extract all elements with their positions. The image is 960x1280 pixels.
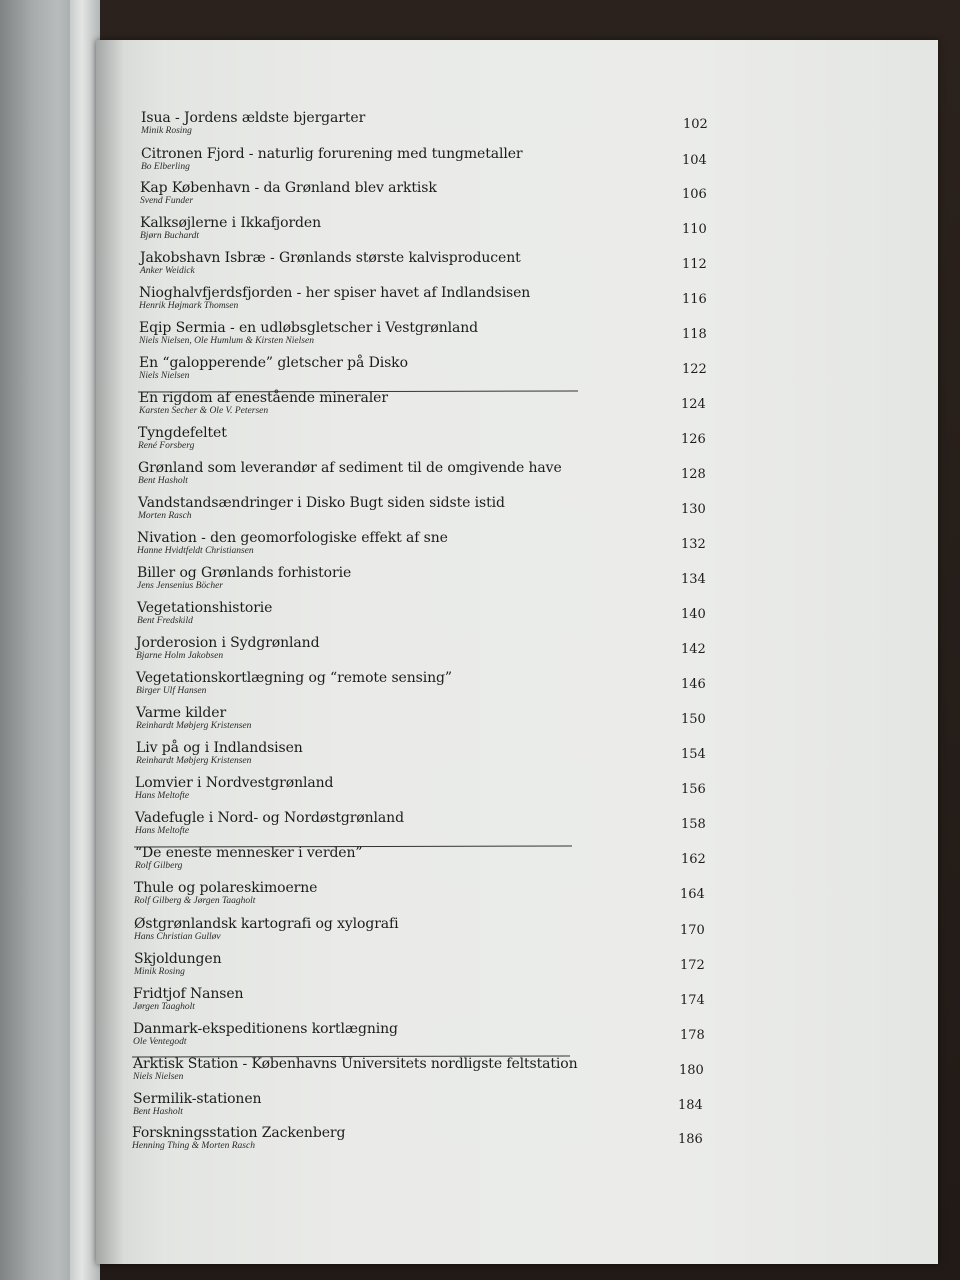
toc-entry-author: Hans Christian Gulløv xyxy=(134,932,221,942)
toc-entry-title: Kap København - da Grønland blev arktisk xyxy=(140,180,437,196)
toc-entry-page-number: 146 xyxy=(681,677,706,692)
toc-entry xyxy=(96,670,938,704)
toc-entry-page-number: 112 xyxy=(682,257,707,272)
toc-entry-title: Forskningsstation Zackenberg xyxy=(132,1125,346,1141)
toc-entry-page-number: 122 xyxy=(682,362,707,377)
toc-entry-author: Ole Ventegodt xyxy=(133,1037,187,1047)
toc-entry-title: Nioghalvfjerdsfjorden - her spiser havet af Indlandsisen xyxy=(139,285,531,301)
toc-entry-author: Morten Rasch xyxy=(138,511,192,521)
toc-entry xyxy=(96,110,938,144)
toc-entry xyxy=(96,146,938,180)
toc-entry-author: Minik Rosing xyxy=(134,967,185,977)
toc-entry-page-number: 164 xyxy=(680,887,705,902)
toc-entry xyxy=(96,600,938,634)
toc-entry xyxy=(96,810,938,844)
toc-entry-author: Minik Rosing xyxy=(141,126,192,136)
toc-entry xyxy=(96,1091,938,1125)
book-page xyxy=(96,40,938,1264)
toc-entry-title: Jakobshavn Isbræ - Grønlands største kalvisproducent xyxy=(140,250,521,266)
toc-entry-author: Jens Jensenius Böcher xyxy=(137,581,223,591)
toc-entry xyxy=(96,986,938,1020)
toc-entry-title: En “galopperende” gletscher på Disko xyxy=(139,355,408,371)
toc-entry-author: Reinhardt Møbjerg Kristensen xyxy=(136,721,252,731)
toc-entry-author: Henrik Højmark Thomsen xyxy=(139,301,239,311)
toc-entry xyxy=(96,390,938,424)
toc-entry-author: Karsten Secher & Ole V. Petersen xyxy=(139,406,269,416)
toc-entry-title: Kalksøjlerne i Ikkafjorden xyxy=(140,215,322,231)
toc-entry xyxy=(96,1056,938,1090)
toc-entry-title: Lomvier i Nordvestgrønland xyxy=(135,775,334,791)
toc-entry-page-number: 134 xyxy=(681,572,706,587)
toc-entry-title: Østgrønlandsk kartografi og xylografi xyxy=(134,916,399,932)
toc-entry xyxy=(96,565,938,599)
toc-entry xyxy=(96,460,938,494)
toc-entry-author: René Forsberg xyxy=(138,441,195,451)
toc-entry-title: Danmark-ekspeditionens kortlægning xyxy=(133,1021,398,1037)
toc-entry xyxy=(96,355,938,389)
toc-entry-author: Bjørn Buchardt xyxy=(140,231,200,241)
toc-entry-page-number: 186 xyxy=(678,1132,703,1147)
toc-entry-page-number: 178 xyxy=(680,1028,705,1043)
toc-entry-author: Hans Meltofte xyxy=(135,826,190,836)
toc-entry xyxy=(96,635,938,669)
toc-entry-author: Bent Hasholt xyxy=(133,1107,183,1117)
toc-entry-page-number: 180 xyxy=(679,1063,704,1078)
toc-entry-title: Fridtjof Nansen xyxy=(133,986,244,1002)
toc-entry-author: Niels Nielsen xyxy=(139,371,190,381)
toc-entry-page-number: 170 xyxy=(680,923,705,938)
toc-entry-title: “De eneste mennesker i verden” xyxy=(135,845,363,861)
toc-entry-author: Bent Hasholt xyxy=(138,476,188,486)
toc-entry xyxy=(96,285,938,319)
toc-entry-title: Eqip Sermia - en udløbsgletscher i Vestgrønland xyxy=(139,320,479,336)
toc-entry-title: Biller og Grønlands forhistorie xyxy=(137,565,352,581)
toc-entry xyxy=(96,1125,938,1159)
toc-entry-title: Varme kilder xyxy=(136,705,227,721)
toc-entry-page-number: 140 xyxy=(681,607,706,622)
toc-entry-title: Grønland som leverandør af sediment til de omgivende have xyxy=(138,460,562,476)
toc-entry-page-number: 118 xyxy=(682,327,707,342)
toc-entry-page-number: 172 xyxy=(680,958,705,973)
toc-entry-title: Sermilik-stationen xyxy=(133,1091,262,1107)
toc-entry-title: Citronen Fjord - naturlig forurening med tungmetaller xyxy=(141,146,523,162)
toc-entry-page-number: 150 xyxy=(681,712,706,727)
toc-entry xyxy=(96,320,938,354)
toc-entry-page-number: 102 xyxy=(683,117,708,132)
toc-entry-author: Hans Meltofte xyxy=(135,791,190,801)
toc-entry-page-number: 184 xyxy=(678,1098,703,1113)
toc-entry-author: Rolf Gilberg xyxy=(135,861,183,871)
toc-entry-title: Thule og polareskimoerne xyxy=(134,880,318,896)
toc-entry-page-number: 116 xyxy=(682,292,707,307)
toc-entry xyxy=(96,530,938,564)
toc-entry-title: Vadefugle i Nord- og Nordøstgrønland xyxy=(135,810,404,826)
toc-entry-page-number: 110 xyxy=(682,222,707,237)
toc-entry-author: Bjarne Holm Jakobsen xyxy=(136,651,224,661)
toc-entry-page-number: 142 xyxy=(681,642,706,657)
toc-entry-page-number: 126 xyxy=(681,432,706,447)
toc-entry xyxy=(96,916,938,950)
toc-entry xyxy=(96,180,938,214)
toc-entry xyxy=(96,705,938,739)
toc-entry-author: Rolf Gilberg & Jørgen Taagholt xyxy=(134,896,256,906)
toc-entry-page-number: 154 xyxy=(681,747,706,762)
toc-entry-page-number: 106 xyxy=(682,187,707,202)
toc-entry-title: Vandstandsændringer i Disko Bugt siden sidste istid xyxy=(138,495,505,511)
toc-entry-author: Bent Fredskild xyxy=(137,616,193,626)
toc-entry xyxy=(96,215,938,249)
toc-entry xyxy=(96,775,938,809)
toc-entry-author: Svend Funder xyxy=(140,196,194,206)
toc-entry-author: Bo Elberling xyxy=(141,162,190,172)
toc-entry-title: Nivation - den geomorfologiske effekt af sne xyxy=(137,530,448,546)
toc-entry-author: Jørgen Taagholt xyxy=(133,1002,195,1012)
toc-entry xyxy=(96,740,938,774)
toc-entry-author: Anker Weidick xyxy=(140,266,195,276)
toc-entry-author: Birger Ulf Hansen xyxy=(136,686,207,696)
toc-entry xyxy=(96,425,938,459)
toc-entry-page-number: 130 xyxy=(681,502,706,517)
toc-entry-page-number: 156 xyxy=(681,782,706,797)
toc-entry xyxy=(96,880,938,914)
toc-entry-page-number: 128 xyxy=(681,467,706,482)
toc-entry-title: Tyngdefeltet xyxy=(138,425,227,441)
toc-entry-title: Isua - Jordens ældste bjergarter xyxy=(141,110,366,126)
toc-entry-title: Jorderosion i Sydgrønland xyxy=(136,635,320,651)
toc-entry xyxy=(96,1021,938,1055)
toc-entry xyxy=(96,845,938,879)
toc-entry xyxy=(96,951,938,985)
toc-entry-author: Hanne Hvidtfeldt Christiansen xyxy=(137,546,254,556)
toc-entry-page-number: 174 xyxy=(680,993,705,1008)
toc-entry-page-number: 104 xyxy=(682,153,707,168)
toc-entry-title: Vegetationshistorie xyxy=(137,600,273,616)
toc-entry-author: Henning Thing & Morten Rasch xyxy=(132,1141,255,1151)
toc-entry-page-number: 124 xyxy=(681,397,706,412)
toc-entry-author: Reinhardt Møbjerg Kristensen xyxy=(136,756,252,766)
table-of-contents xyxy=(96,40,938,1264)
toc-entry-author: Niels Nielsen xyxy=(133,1072,184,1082)
toc-entry xyxy=(96,495,938,529)
toc-entry-title: Vegetationskortlægning og “remote sensing” xyxy=(136,670,452,686)
toc-entry-page-number: 158 xyxy=(681,817,706,832)
toc-entry-page-number: 132 xyxy=(681,537,706,552)
toc-entry-title: En rigdom af enestående mineraler xyxy=(139,390,388,406)
toc-entry xyxy=(96,250,938,284)
toc-entry-title: Arktisk Station - Københavns Universitets nordligste feltstation xyxy=(133,1056,578,1072)
toc-entry-title: Liv på og i Indlandsisen xyxy=(136,740,303,756)
toc-entry-author: Niels Nielsen, Ole Humlum & Kirsten Nielsen xyxy=(139,336,314,346)
toc-entry-page-number: 162 xyxy=(681,852,706,867)
toc-entry-title: Skjoldungen xyxy=(134,951,222,967)
